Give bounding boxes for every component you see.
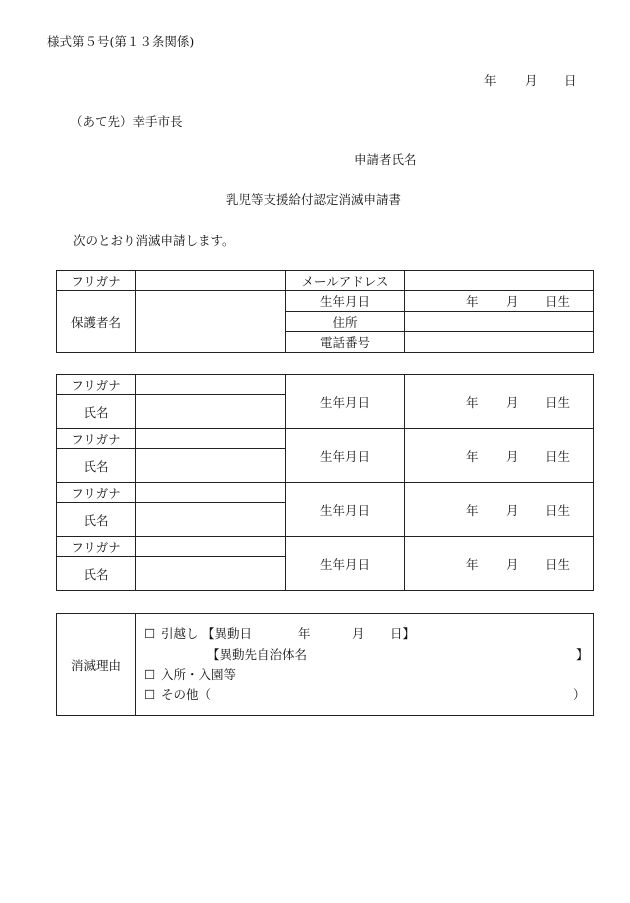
guardian-name-label: 保護者名 <box>57 291 136 353</box>
child-furigana-label: フリガナ <box>57 537 136 557</box>
child-name-label: 氏名 <box>57 449 136 483</box>
admission-option-label: 入所・入園等 <box>161 667 237 682</box>
guardian-dob-label: 生年月日 <box>286 291 405 312</box>
children-table <box>56 374 594 591</box>
child-name-label: 氏名 <box>57 503 136 537</box>
move-month-label: 月 <box>352 626 365 641</box>
guardian-address-label: 住所 <box>286 312 405 332</box>
checkbox-icon[interactable]: ☐ <box>144 667 156 682</box>
other-close-paren: ） <box>573 687 586 702</box>
child-name-label: 氏名 <box>57 395 136 429</box>
move-date-label: 【異動日 <box>202 626 253 641</box>
child-furigana-label: フリガナ <box>57 483 136 503</box>
checkbox-icon[interactable]: ☐ <box>144 687 156 702</box>
child-furigana-field[interactable] <box>136 537 286 557</box>
child-dob-year: 年 <box>466 502 479 518</box>
child-dob-field[interactable] <box>405 375 594 429</box>
reason-label: 消滅理由 <box>57 614 136 716</box>
child-furigana-field[interactable] <box>136 375 286 395</box>
child-dob-day: 日生 <box>545 394 571 410</box>
guardian-dob-year: 年 <box>466 294 479 309</box>
child-name-field[interactable] <box>136 449 286 483</box>
date-day-label: 日 <box>564 73 577 88</box>
child-dob-month: 月 <box>506 502 519 518</box>
move-option-label: 引越し <box>161 626 199 641</box>
guardian-table <box>56 270 594 353</box>
guardian-phone-label: 電話番号 <box>286 332 405 353</box>
guardian-phone-field[interactable] <box>405 332 594 353</box>
checkbox-icon[interactable]: ☐ <box>144 626 156 641</box>
form-number: 様式第５号(第１３条関係) <box>47 34 195 49</box>
child-name-field[interactable] <box>136 503 286 537</box>
guardian-dob-day: 日生 <box>545 294 571 309</box>
reason-options <box>136 614 594 716</box>
intro-text: 次のとおり消滅申請します。 <box>73 233 235 248</box>
child-dob-year: 年 <box>466 556 479 572</box>
guardian-furigana-label: フリガナ <box>57 271 136 291</box>
child-dob-label: 生年月日 <box>286 429 405 483</box>
destination-label: 【異動先自治体名 <box>207 647 308 662</box>
child-furigana-label: フリガナ <box>57 375 136 395</box>
child-dob-day: 日生 <box>545 448 571 464</box>
guardian-furigana-field[interactable] <box>136 271 286 291</box>
destination-close-bracket: 】 <box>576 647 589 662</box>
child-dob-label: 生年月日 <box>286 537 405 591</box>
child-dob-year: 年 <box>466 448 479 464</box>
child-furigana-field[interactable] <box>136 483 286 503</box>
move-day-label: 日】 <box>390 626 416 641</box>
guardian-address-field[interactable] <box>405 312 594 332</box>
child-dob-field[interactable] <box>405 429 594 483</box>
child-dob-month: 月 <box>506 556 519 572</box>
guardian-email-field[interactable] <box>405 271 594 291</box>
child-furigana-field[interactable] <box>136 429 286 449</box>
document-title: 乳児等支援給付認定消滅申請書 <box>226 192 402 207</box>
guardian-name-field[interactable] <box>136 291 286 353</box>
child-dob-label: 生年月日 <box>286 483 405 537</box>
other-option-label: その他（ <box>161 687 212 702</box>
child-dob-month: 月 <box>506 448 519 464</box>
move-year-label: 年 <box>298 626 311 641</box>
child-dob-field[interactable] <box>405 537 594 591</box>
child-dob-day: 日生 <box>545 502 571 518</box>
guardian-dob-month: 月 <box>506 294 519 309</box>
child-name-field[interactable] <box>136 395 286 429</box>
child-dob-month: 月 <box>506 394 519 410</box>
child-name-field[interactable] <box>136 557 286 591</box>
date-month-label: 月 <box>525 73 538 88</box>
child-dob-day: 日生 <box>545 556 571 572</box>
child-dob-year: 年 <box>466 394 479 410</box>
guardian-dob-field[interactable] <box>405 291 594 312</box>
child-dob-field[interactable] <box>405 483 594 537</box>
addressee: （あて先）幸手市長 <box>70 114 183 129</box>
child-dob-label: 生年月日 <box>286 375 405 429</box>
applicant-name-label: 申請者氏名 <box>354 152 417 167</box>
child-name-label: 氏名 <box>57 557 136 591</box>
reason-table <box>56 613 594 716</box>
child-furigana-label: フリガナ <box>57 429 136 449</box>
guardian-email-label: メールアドレス <box>286 271 405 291</box>
date-year-label: 年 <box>484 73 497 88</box>
